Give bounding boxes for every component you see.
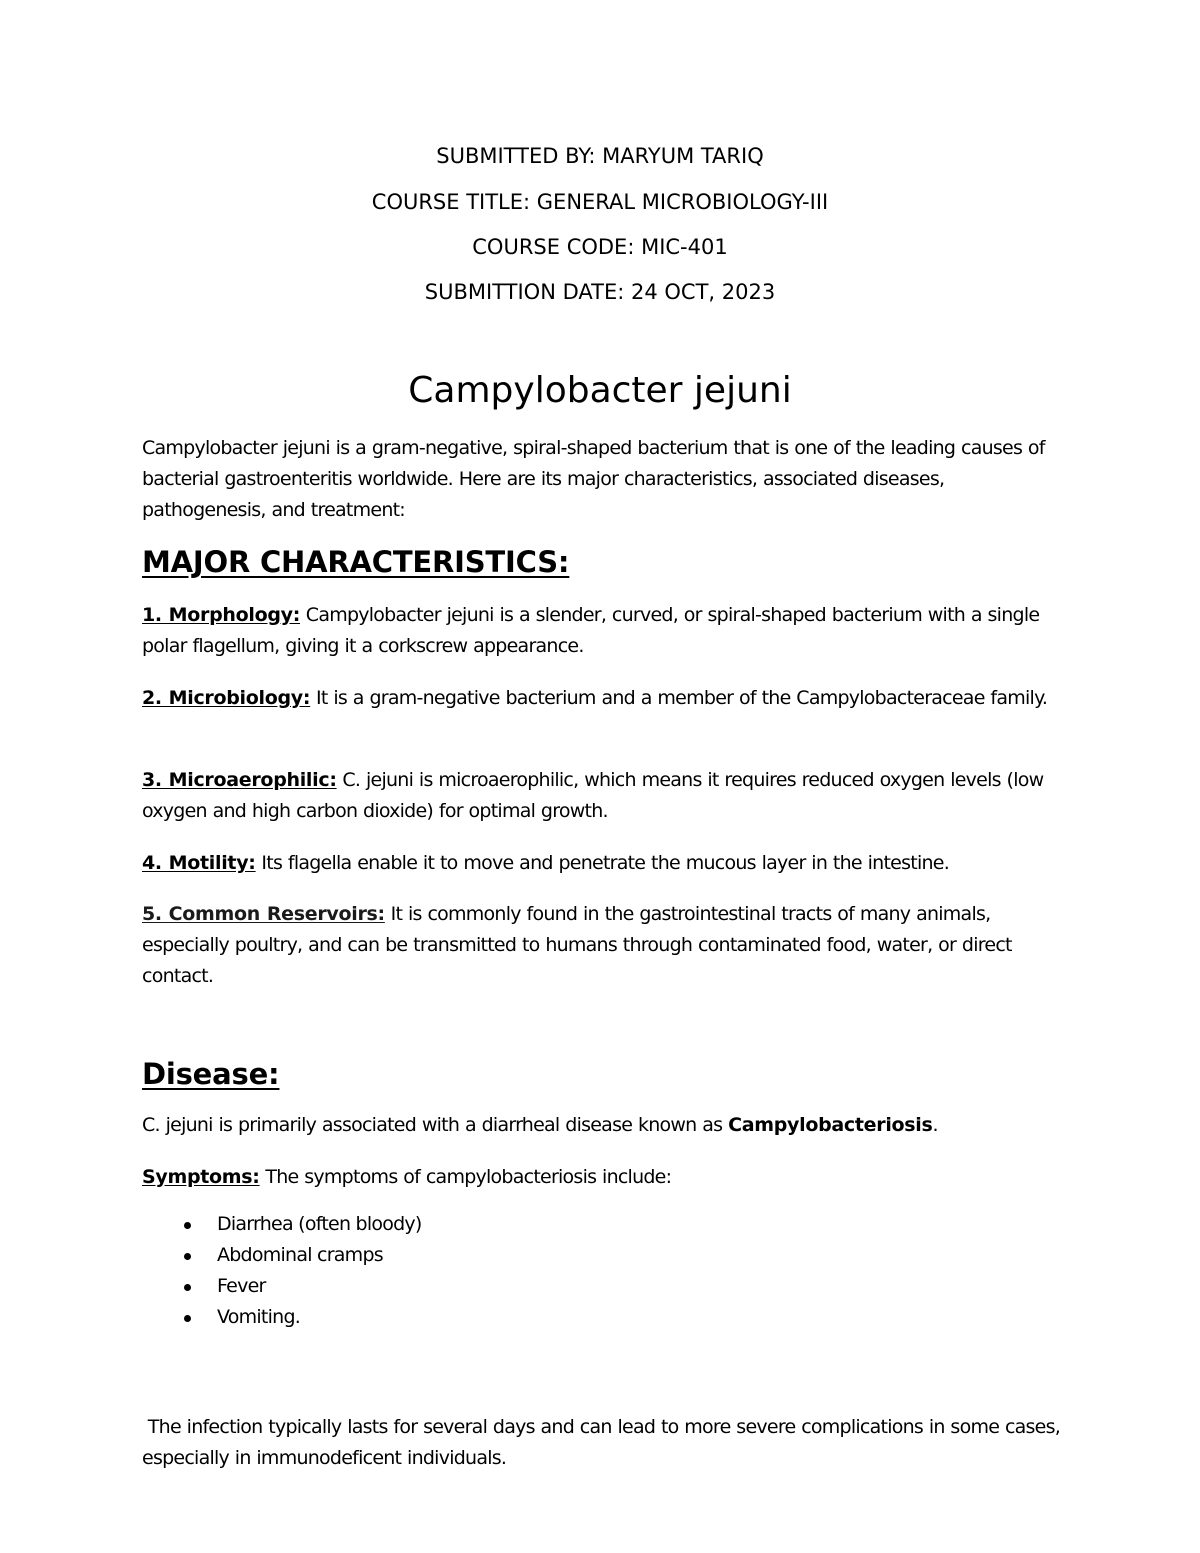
closing-paragraph [142,1350,1066,1536]
closing-text: The infection typically lasts for several days and can lead to more severe complications in some cases, especially in immunodeficent individuals. [142,1416,1066,1469]
bullet-icon [184,1284,191,1291]
characteristic-text: Its flagella enable it to move and penetrate the mucous layer in the intestine. [255,852,949,874]
characteristic-text: Campylobacter jejuni is a slender, curved, or spiral-shaped bacterium with a single polar flagellum, giving it a corkscrew appearance. [142,604,1040,657]
characteristic-label: 2. Microbiology: [142,687,311,709]
intro-paragraph [142,433,1062,526]
submission-date-line: SUBMITTION DATE: 24 OCT, 2023 [424,280,776,304]
list-item [142,1240,422,1271]
disease-intro-text: C. jejuni is primarily associated with a diarrheal disease known as [142,1114,729,1136]
characteristic-microaerophilic [142,765,1062,827]
bullet-icon [184,1253,191,1260]
characteristics-heading: MAJOR CHARACTERISTICS: [142,545,570,579]
characteristic-microbiology [142,683,1062,714]
list-item [142,1302,422,1333]
document-title: Campylobacter jejuni [408,370,792,411]
disease-intro [142,1110,1062,1141]
disease-name: Campylobacteriosis [728,1114,933,1136]
course-code-line: COURSE CODE: MIC-401 [472,235,728,259]
characteristic-label: 5. Common Reservoirs: [142,903,385,925]
characteristic-text: It is a gram-negative bacterium and a member of the Campylobacteraceae family. [310,687,1048,709]
disease-intro-end: . [932,1114,938,1136]
characteristic-label: 1. Morphology: [142,604,301,626]
characteristic-morphology [142,600,1062,662]
characteristic-label: 3. Microaerophilic: [142,769,337,791]
list-item-text: Diarrhea (often bloody) [217,1213,422,1235]
characteristic-text: C. jejuni is microaerophilic, which means it requires reduced oxygen levels (low oxygen and high carbon dioxide) for optimal growth. [142,769,1044,822]
list-item-text: Fever [217,1275,266,1297]
symptoms-text: The symptoms of campylobacteriosis include: [259,1166,672,1188]
characteristic-text: It is commonly found in the gastrointestinal tracts of many animals, especially poultry, and can be transmitted to humans through contaminated food, water, or direct contact. [142,903,1012,987]
list-item [142,1271,422,1302]
list-item [142,1209,422,1240]
disease-heading: Disease: [142,1057,280,1091]
characteristic-reservoirs [142,899,1062,992]
symptoms-list [142,1209,422,1333]
symptoms-intro [142,1162,1062,1193]
characteristic-motility [142,848,1062,879]
bullet-icon [184,1222,191,1229]
course-title-line: COURSE TITLE: GENERAL MICROBIOLOGY-III [371,190,829,214]
intro-text: Campylobacter jejuni is a gram-negative, spiral-shaped bacterium that is one of the leading causes of bacterial gastroenteritis worldwide. Here are its major characteristics, associated diseases, pathogenesis, and treatment: [142,437,1045,521]
characteristic-label: 4. Motility: [142,852,256,874]
list-item-text: Abdominal cramps [217,1244,383,1266]
symptoms-label: Symptoms: [142,1166,260,1188]
submitted-by-line: SUBMITTED BY: MARYUM TARIQ [436,144,764,168]
list-item-text: Vomiting. [217,1306,301,1328]
bullet-icon [184,1315,191,1322]
